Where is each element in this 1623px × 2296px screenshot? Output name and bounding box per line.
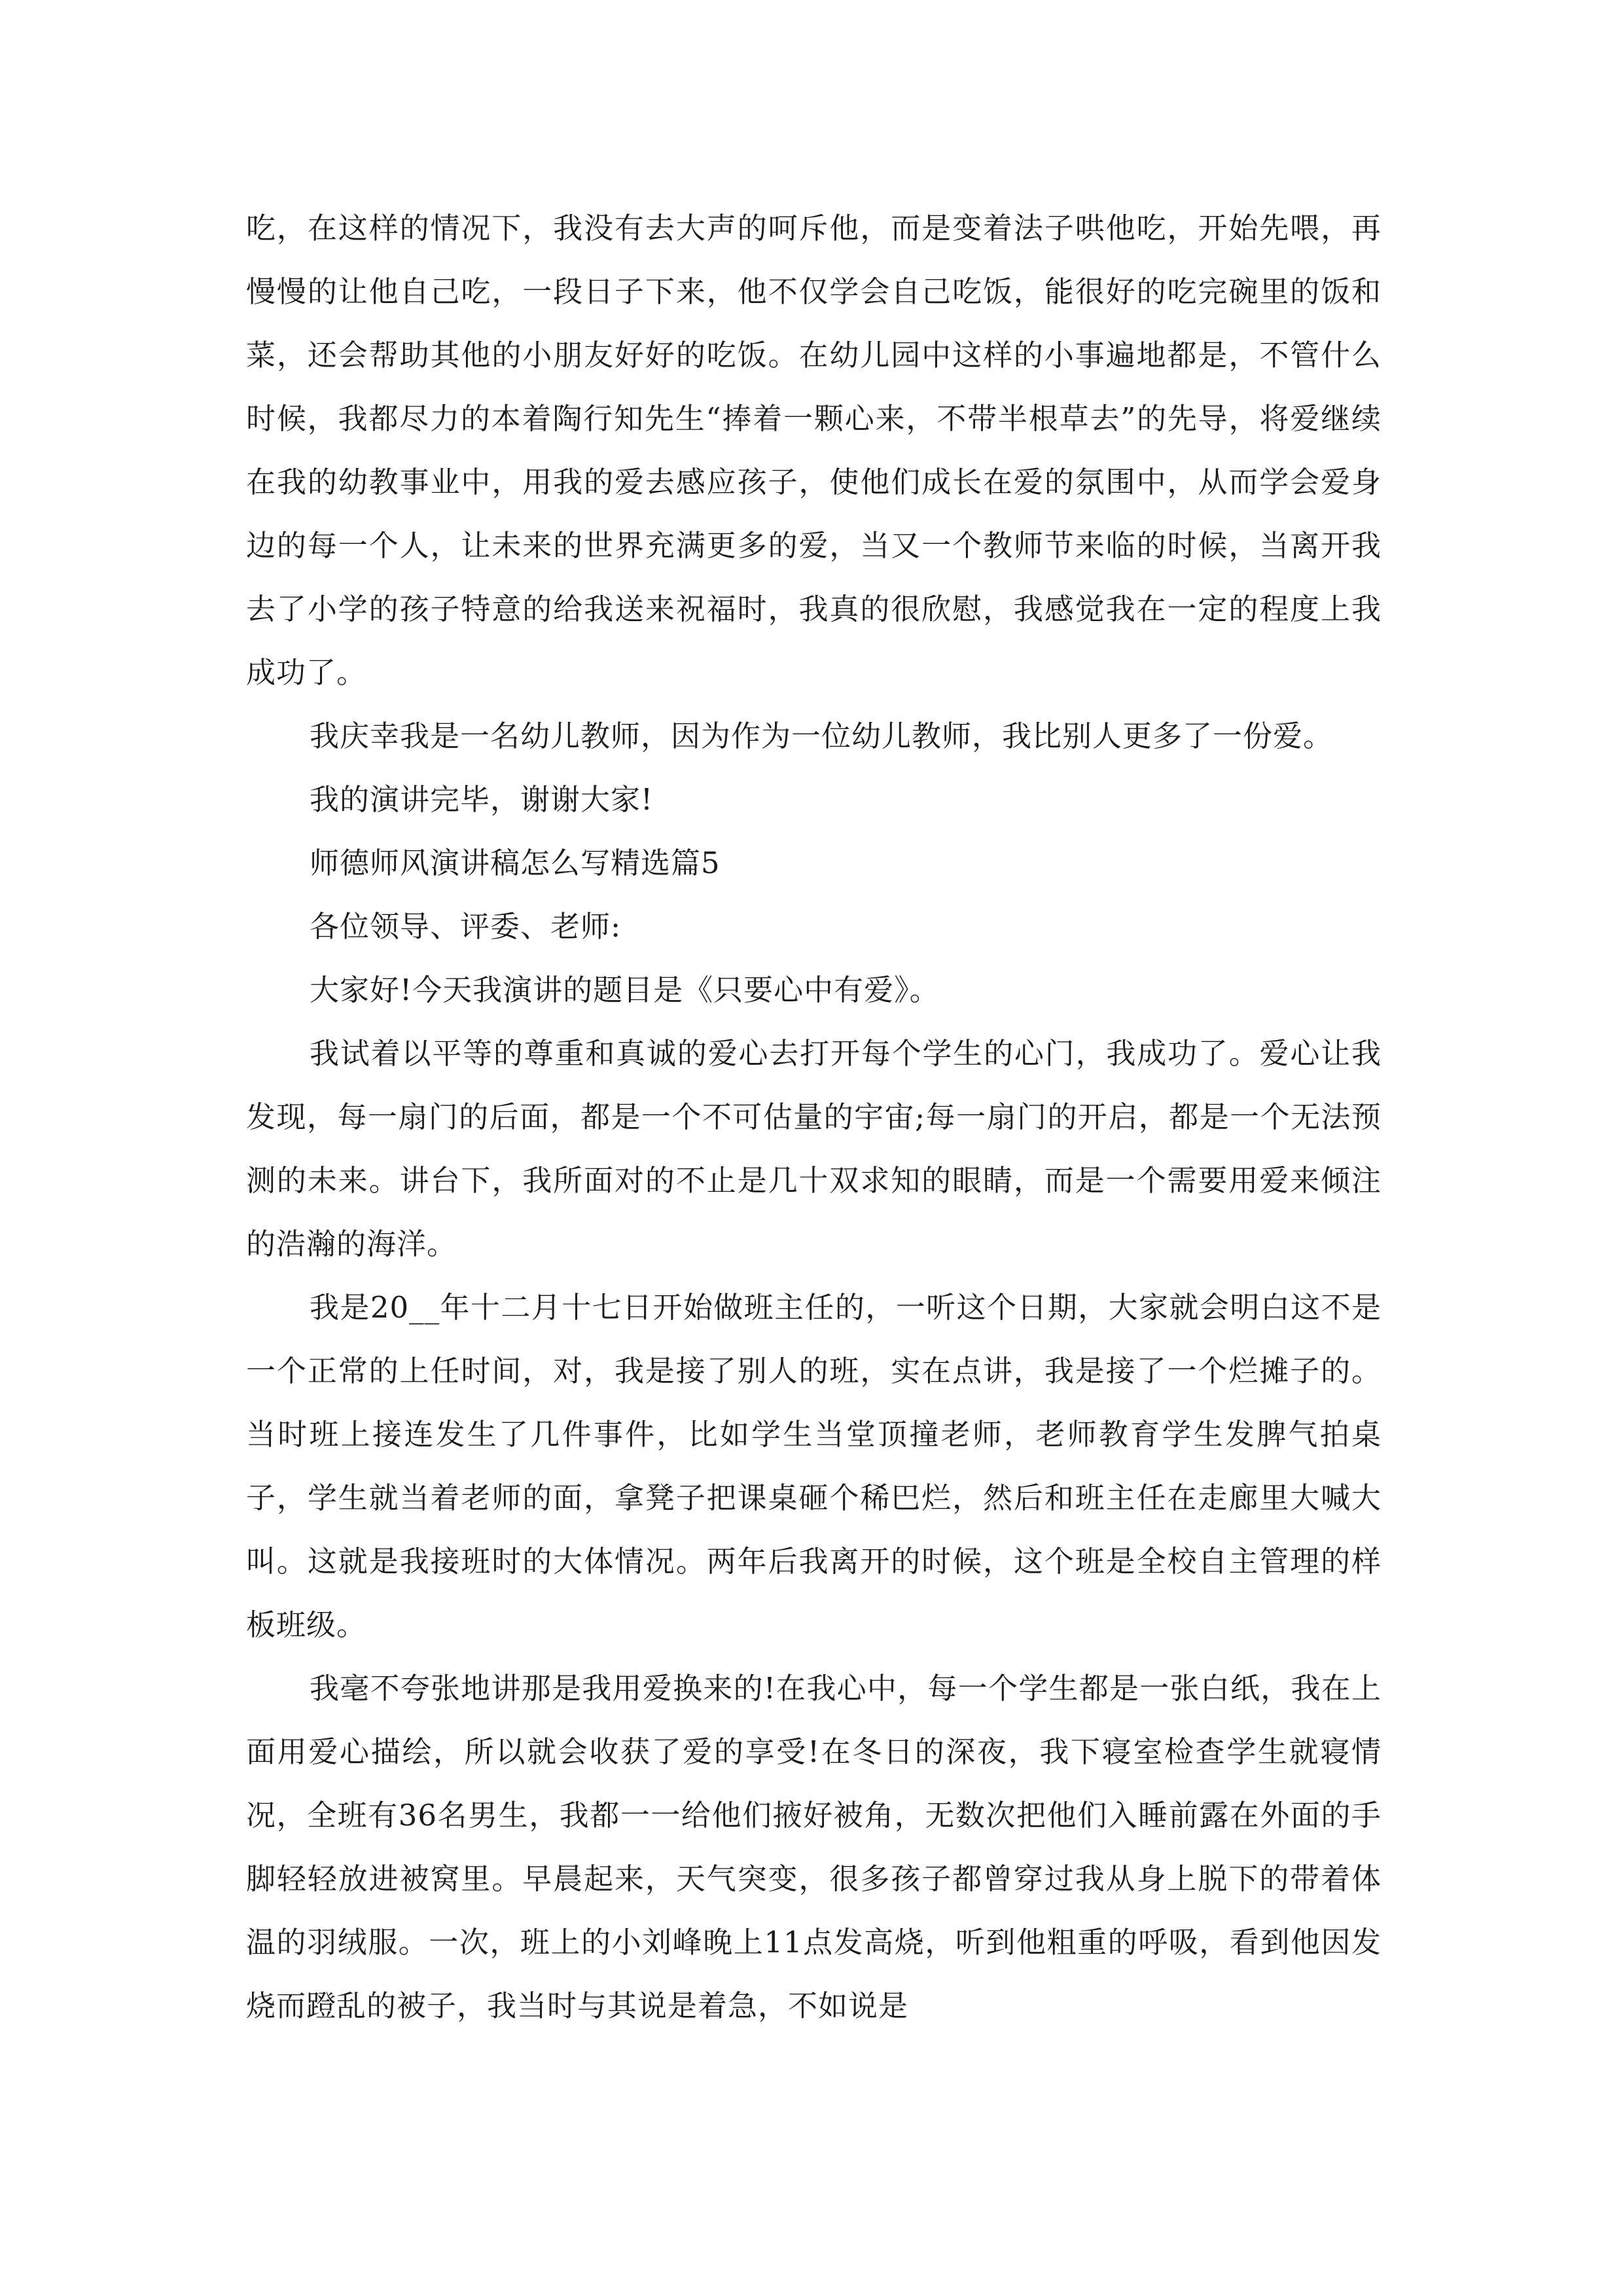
paragraph-fortunate: 我庆幸我是一名幼儿教师，因为作为一位幼儿教师，我比别人更多了一份爱。 [310,719,1334,753]
section-heading: 师德师风演讲稿怎么写精选篇5 [310,846,721,880]
greeting-topic: 大家好!今天我演讲的题目是《只要心中有爱》。 [310,973,940,1007]
paragraph-closing: 我的演讲完毕，谢谢大家! [310,782,654,817]
document-body [246,196,1382,2037]
paragraph-continuation: 吃，在这样的情况下，我没有去大声的呵斥他，而是变着法子哄他吃，开始先喂，再慢慢的让他自己吃，一段日子下来，他不仅学会自己吃饭，能很好的吃完碗里的饭和菜，还会帮助其他的小朋友好好的吃饭。在幼儿园中这样的小事遍地都是，不管什么时候，我都尽力的本着陶行知先生“捧着一颗心来，不带半根草去”的先导，将爱继续在我的幼教事业中，用我的爱去感应孩子，使他们成长在爱的氛围中，从而学会爱身边的每一个人，让未来的世界充满更多的爱，当又一个教师节来临的时候，当离开我去了小学的孩子特意的给我送来祝福时，我真的很欣慰，我感觉我在一定的程度上我成功了。 [246,211,1382,690]
paragraph-love-exchange: 我毫不夸张地讲那是我用爱换来的!在我心中，每一个学生都是一张白纸，我在上面用爱心描绘，所以就会收获了爱的享受!在冬日的深夜，我下寝室检查学生就寝情况，全班有36名男生，我都一一给他们掖好被角，无数次把他们入睡前露在外面的手脚轻轻放进被窝里。早晨起来，天气突变，很多孩子都曾穿过我从身上脱下的带着体温的羽绒服。一次，班上的小刘峰晚上11点发高烧，听到他粗重的呼吸，看到他因发烧而蹬乱的被子，我当时与其说是着急，不如说是 [246,1671,1382,2023]
paragraph-class-teacher: 我是20__年十二月十七日开始做班主任的，一听这个日期，大家就会明白这不是一个正常的上任时间，对，我是接了别人的班，实在点讲，我是接了一个烂摊子的。当时班上接连发生了几件事件，比如学生当堂顶撞老师，老师教育学生发脾气拍桌子，学生就当着老师的面，拿凳子把课桌砸个稀巴烂，然后和班主任在走廊里大喊大叫。这就是我接班时的大体情况。两年后我离开的时候，这个班是全校自主管理的样板班级。 [246,1290,1382,1642]
salutation: 各位领导、评委、老师: [310,909,622,944]
paragraph-heart-door: 我试着以平等的尊重和真诚的爱心去打开每个学生的心门，我成功了。爱心让我发现，每一扇门的后面，都是一个不可估量的宇宙;每一扇门的开启，都是一个无法预测的未来。讲台下，我所面对的不止是几十双求知的眼睛，而是一个需要用爱来倾注的浩瀚的海洋。 [246,1036,1382,1261]
